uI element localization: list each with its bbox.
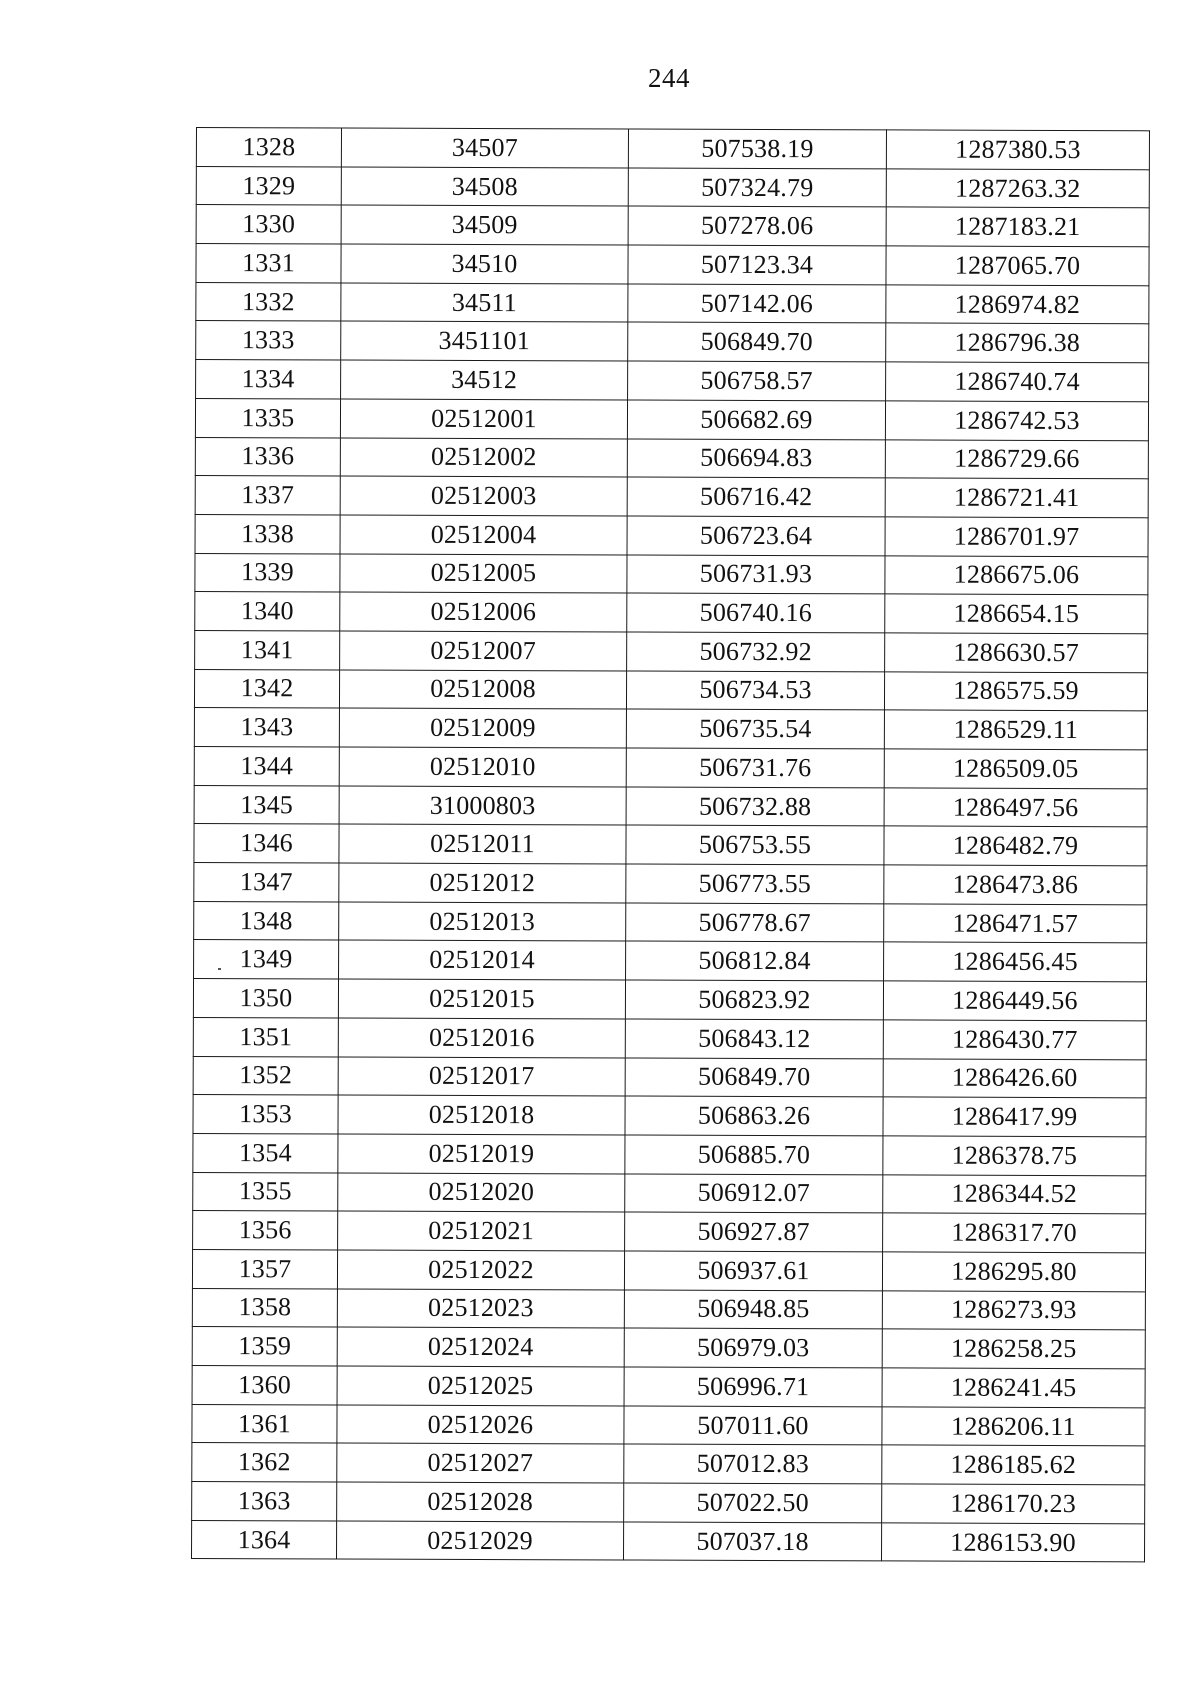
table-row — [196, 282, 1149, 324]
y-coordinate-cell: 1286482.79 — [884, 826, 1147, 866]
point-id-cell: 02512003 — [340, 476, 627, 516]
point-id-cell: 02512013 — [339, 902, 626, 942]
table-row — [193, 979, 1146, 1021]
point-number-cell: 1346 — [194, 824, 339, 863]
point-number-cell: 1340 — [195, 592, 340, 631]
y-coordinate-cell: 1287380.53 — [886, 130, 1149, 170]
table-row — [192, 1482, 1145, 1524]
point-id-cell: 3451101 — [341, 321, 628, 361]
point-number-cell: 1337 — [195, 476, 340, 515]
x-coordinate-cell: 507123.34 — [628, 245, 886, 285]
point-number-cell: 1334 — [196, 360, 341, 399]
table-row — [194, 901, 1147, 943]
point-id-cell: 02512024 — [337, 1327, 624, 1367]
coordinate-table-container — [191, 127, 1149, 1563]
point-id-cell: 02512004 — [340, 515, 627, 555]
point-id-cell: 02512014 — [339, 940, 626, 980]
x-coordinate-cell: 506996.71 — [624, 1367, 882, 1407]
point-number-cell: 1354 — [193, 1133, 338, 1172]
table-row — [194, 708, 1147, 750]
table-row — [195, 514, 1148, 556]
y-coordinate-cell: 1286654.15 — [885, 594, 1148, 634]
y-coordinate-cell: 1286273.93 — [882, 1291, 1145, 1331]
point-id-cell: 02512029 — [337, 1521, 624, 1561]
x-coordinate-cell: 506937.61 — [624, 1251, 882, 1291]
y-coordinate-cell: 1286701.97 — [885, 517, 1148, 557]
table-row — [192, 1404, 1145, 1446]
x-coordinate-cell: 506732.92 — [627, 632, 885, 672]
point-id-cell: 02512025 — [337, 1366, 624, 1406]
point-number-cell: 1349 — [194, 940, 339, 979]
table-row — [195, 437, 1148, 479]
x-coordinate-cell: 506694.83 — [627, 439, 885, 479]
point-id-cell: 02512006 — [340, 592, 627, 632]
point-number-cell: 1341 — [195, 630, 340, 669]
x-coordinate-cell: 506843.12 — [625, 1019, 883, 1059]
x-coordinate-cell: 506732.88 — [626, 787, 884, 827]
table-row — [193, 1172, 1146, 1214]
y-coordinate-cell: 1286471.57 — [884, 904, 1147, 944]
x-coordinate-cell: 506731.76 — [626, 748, 884, 788]
point-number-cell: 1352 — [193, 1056, 338, 1095]
x-coordinate-cell: 507011.60 — [624, 1406, 882, 1446]
table-row — [192, 1288, 1145, 1330]
x-coordinate-cell: 506753.55 — [626, 825, 884, 865]
point-number-cell: 1362 — [192, 1443, 337, 1482]
point-number-cell: 1356 — [193, 1211, 338, 1250]
point-id-cell: 34507 — [341, 128, 628, 168]
coordinate-table — [191, 127, 1150, 1563]
x-coordinate-cell: 507278.06 — [628, 206, 886, 246]
point-id-cell: 02512002 — [340, 438, 627, 478]
x-coordinate-cell: 507037.18 — [623, 1522, 881, 1562]
x-coordinate-cell: 506716.42 — [627, 477, 885, 517]
page-number: 244 — [648, 63, 690, 93]
y-coordinate-cell: 1286241.45 — [882, 1368, 1145, 1408]
point-id-cell: 02512010 — [339, 747, 626, 787]
point-number-cell: 1360 — [192, 1365, 337, 1404]
point-id-cell: 02512007 — [340, 631, 627, 671]
x-coordinate-cell: 506740.16 — [627, 593, 885, 633]
point-number-cell: 1335 — [195, 398, 340, 437]
point-id-cell: 34509 — [341, 205, 628, 245]
point-id-cell: 02512012 — [339, 863, 626, 903]
table-row — [196, 205, 1149, 247]
point-number-cell: 1363 — [192, 1482, 337, 1521]
point-number-cell: 1333 — [196, 321, 341, 360]
table-row — [194, 669, 1147, 711]
y-coordinate-cell: 1286675.06 — [885, 555, 1148, 595]
point-id-cell: 02512027 — [337, 1443, 624, 1483]
y-coordinate-cell: 1286170.23 — [882, 1484, 1145, 1524]
point-id-cell: 02512023 — [337, 1289, 624, 1329]
y-coordinate-cell: 1286295.80 — [882, 1252, 1145, 1292]
table-row — [195, 553, 1148, 595]
table-row — [196, 321, 1149, 363]
y-coordinate-cell: 1286529.11 — [884, 710, 1147, 750]
point-id-cell: 02512016 — [338, 1018, 625, 1058]
y-coordinate-cell: 1286630.57 — [885, 633, 1148, 673]
table-row — [192, 1249, 1145, 1291]
point-number-cell: 1343 — [194, 708, 339, 747]
point-number-cell: 1347 — [194, 863, 339, 902]
table-row — [194, 746, 1147, 788]
table-row — [196, 166, 1149, 208]
y-coordinate-cell: 1286430.77 — [883, 1020, 1146, 1060]
x-coordinate-cell: 506682.69 — [627, 400, 885, 440]
y-coordinate-cell: 1286417.99 — [883, 1097, 1146, 1137]
y-coordinate-cell: 1287065.70 — [886, 246, 1149, 286]
y-coordinate-cell: 1286473.86 — [884, 865, 1147, 905]
table-row — [193, 1211, 1146, 1253]
table-row — [193, 1095, 1146, 1137]
x-coordinate-cell: 507012.83 — [624, 1444, 882, 1484]
point-number-cell: 1357 — [192, 1249, 337, 1288]
point-id-cell: 02512008 — [339, 670, 626, 710]
point-id-cell: 02512019 — [338, 1134, 625, 1174]
x-coordinate-cell: 507142.06 — [628, 284, 886, 324]
y-coordinate-cell: 1286206.11 — [882, 1407, 1145, 1447]
y-coordinate-cell: 1286153.90 — [881, 1523, 1144, 1563]
table-row — [192, 1520, 1145, 1562]
x-coordinate-cell: 506849.70 — [628, 322, 886, 362]
y-coordinate-cell: 1286426.60 — [883, 1058, 1146, 1098]
point-id-cell: 34508 — [341, 167, 628, 207]
x-coordinate-cell: 506823.92 — [625, 980, 883, 1020]
x-coordinate-cell: 506912.07 — [625, 1174, 883, 1214]
point-id-cell: 02512018 — [338, 1095, 625, 1135]
point-id-cell: 02512015 — [338, 979, 625, 1019]
point-number-cell: 1336 — [195, 437, 340, 476]
y-coordinate-cell: 1286796.38 — [886, 323, 1149, 363]
table-row — [196, 128, 1149, 170]
x-coordinate-cell: 506885.70 — [625, 1135, 883, 1175]
table-row — [195, 398, 1148, 440]
x-coordinate-cell: 506812.84 — [626, 941, 884, 981]
point-number-cell: 1355 — [193, 1172, 338, 1211]
y-coordinate-cell: 1286575.59 — [884, 672, 1147, 712]
point-number-cell: 1358 — [192, 1288, 337, 1327]
x-coordinate-cell: 507324.79 — [628, 168, 886, 208]
x-coordinate-cell: 507022.50 — [624, 1483, 882, 1523]
table-row — [192, 1443, 1145, 1485]
point-id-cell: 02512001 — [340, 399, 627, 439]
y-coordinate-cell: 1286509.05 — [884, 749, 1147, 789]
point-id-cell: 31000803 — [339, 786, 626, 826]
scan-speck — [218, 968, 221, 970]
point-number-cell: 1353 — [193, 1095, 338, 1134]
y-coordinate-cell: 1286740.74 — [886, 362, 1149, 402]
point-id-cell: 34512 — [341, 360, 628, 400]
y-coordinate-cell: 1286185.62 — [882, 1445, 1145, 1485]
y-coordinate-cell: 1286742.53 — [885, 401, 1148, 441]
table-row — [194, 940, 1147, 982]
table-row — [193, 1056, 1146, 1098]
table-row — [193, 1133, 1146, 1175]
x-coordinate-cell: 506948.85 — [624, 1290, 882, 1330]
x-coordinate-cell: 506927.87 — [625, 1212, 883, 1252]
point-number-cell: 1328 — [196, 128, 341, 167]
table-row — [196, 244, 1149, 286]
coordinate-table-body — [192, 128, 1150, 1563]
point-number-cell: 1361 — [192, 1404, 337, 1443]
point-number-cell: 1344 — [194, 746, 339, 785]
x-coordinate-cell: 506979.03 — [624, 1328, 882, 1368]
point-id-cell: 02512017 — [338, 1057, 625, 1097]
y-coordinate-cell: 1287263.32 — [886, 169, 1149, 209]
point-number-cell: 1350 — [193, 979, 338, 1018]
x-coordinate-cell: 506735.54 — [626, 709, 884, 749]
point-number-cell: 1359 — [192, 1327, 337, 1366]
point-id-cell: 02512009 — [339, 708, 626, 748]
point-id-cell: 02512011 — [339, 824, 626, 864]
point-number-cell: 1345 — [194, 785, 339, 824]
point-number-cell: 1330 — [196, 205, 341, 244]
y-coordinate-cell: 1286721.41 — [885, 478, 1148, 518]
point-number-cell: 1338 — [195, 514, 340, 553]
x-coordinate-cell: 506723.64 — [627, 516, 885, 556]
y-coordinate-cell: 1286497.56 — [884, 788, 1147, 828]
table-row — [192, 1365, 1145, 1407]
point-number-cell: 1364 — [192, 1520, 337, 1559]
point-number-cell: 1332 — [196, 282, 341, 321]
x-coordinate-cell: 506731.93 — [627, 555, 885, 595]
point-number-cell: 1351 — [193, 1017, 338, 1056]
point-number-cell: 1331 — [196, 244, 341, 283]
table-row — [196, 360, 1149, 402]
point-id-cell: 02512021 — [338, 1211, 625, 1251]
point-id-cell: 34511 — [341, 283, 628, 323]
point-number-cell: 1348 — [194, 901, 339, 940]
y-coordinate-cell: 1286258.25 — [882, 1329, 1145, 1369]
table-row — [195, 592, 1148, 634]
table-row — [195, 476, 1148, 518]
point-number-cell: 1329 — [196, 166, 341, 205]
table-row — [194, 824, 1147, 866]
point-id-cell: 02512022 — [337, 1250, 624, 1290]
x-coordinate-cell: 506773.55 — [626, 864, 884, 904]
y-coordinate-cell: 1286456.45 — [884, 942, 1147, 982]
point-id-cell: 02512026 — [337, 1405, 624, 1445]
y-coordinate-cell: 1286378.75 — [883, 1136, 1146, 1176]
point-number-cell: 1342 — [194, 669, 339, 708]
x-coordinate-cell: 506778.67 — [626, 903, 884, 943]
x-coordinate-cell: 506734.53 — [626, 671, 884, 711]
y-coordinate-cell: 1286344.52 — [883, 1174, 1146, 1214]
x-coordinate-cell: 506849.70 — [625, 1058, 883, 1098]
y-coordinate-cell: 1286974.82 — [886, 285, 1149, 325]
y-coordinate-cell: 1287183.21 — [886, 207, 1149, 247]
y-coordinate-cell: 1286317.70 — [883, 1213, 1146, 1253]
x-coordinate-cell: 507538.19 — [628, 129, 886, 169]
table-row — [193, 1017, 1146, 1059]
x-coordinate-cell: 506863.26 — [625, 1096, 883, 1136]
point-id-cell: 02512020 — [338, 1173, 625, 1213]
table-row — [192, 1327, 1145, 1369]
point-number-cell: 1339 — [195, 553, 340, 592]
point-id-cell: 02512005 — [340, 554, 627, 594]
y-coordinate-cell: 1286729.66 — [885, 439, 1148, 479]
point-id-cell: 34510 — [341, 244, 628, 284]
x-coordinate-cell: 506758.57 — [628, 361, 886, 401]
table-row — [194, 785, 1147, 827]
y-coordinate-cell: 1286449.56 — [883, 981, 1146, 1021]
table-row — [195, 630, 1148, 672]
table-row — [194, 863, 1147, 905]
point-id-cell: 02512028 — [337, 1482, 624, 1522]
